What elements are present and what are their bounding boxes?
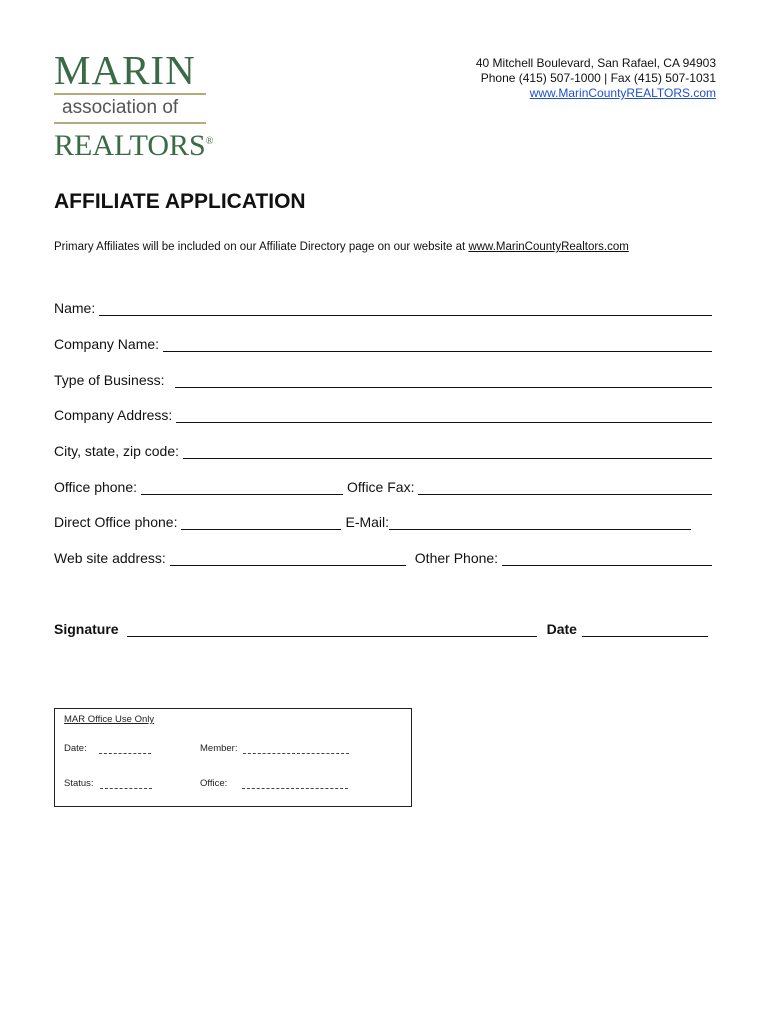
- city-state-zip-label: City, state, zip code:: [54, 443, 180, 459]
- office-fax-field[interactable]: [418, 480, 712, 495]
- email-field[interactable]: [389, 515, 691, 530]
- office-member: [200, 743, 349, 754]
- name-field[interactable]: [99, 301, 712, 316]
- office-fax-label: Office Fax:: [347, 479, 415, 495]
- company-address-field[interactable]: [176, 408, 712, 423]
- intro-link[interactable]: www.MarinCountyRealtors.com: [468, 241, 629, 253]
- page-title: AFFILIATE APPLICATION: [54, 190, 306, 213]
- marin-realtors-logo: [54, 47, 214, 162]
- type-of-business-row: [54, 368, 712, 388]
- office-office-label: Office:: [200, 778, 228, 789]
- office-office: [200, 778, 348, 789]
- email-label: E-Mail:: [345, 514, 390, 530]
- registered-mark: ®: [205, 136, 214, 147]
- website-field[interactable]: [170, 551, 406, 566]
- office-office-field[interactable]: [242, 780, 348, 789]
- logo-realtors: [54, 126, 214, 162]
- other-phone-label: Other Phone:: [414, 550, 499, 566]
- logo-realtors-text: REALTORS: [54, 129, 206, 162]
- signature-row: [54, 617, 708, 637]
- office-date-label: Date:: [64, 743, 87, 754]
- office-phone-row: [54, 475, 712, 495]
- company-address-label: Company Address:: [54, 407, 173, 423]
- website-label: Web site address:: [54, 550, 166, 566]
- office-date: [64, 743, 151, 754]
- office-use-heading: MAR Office Use Only: [64, 714, 155, 725]
- other-phone-field[interactable]: [502, 551, 712, 566]
- company-address-row: [54, 403, 712, 423]
- logo-rule: [54, 122, 206, 124]
- city-state-zip-row: [54, 439, 712, 459]
- intro-sentence: Primary Affiliates will be included on our Affiliate Directory page on our website at: [54, 241, 469, 253]
- office-status-label: Status:: [64, 778, 94, 789]
- address-line: 40 Mitchell Boulevard, San Rafael, CA 94903: [475, 56, 716, 70]
- direct-office-phone-field[interactable]: [181, 515, 341, 530]
- website-link[interactable]: www.MarinCountyREALTORS.com: [529, 86, 716, 100]
- company-name-label: Company Name:: [54, 336, 160, 352]
- date-label: Date: [546, 621, 577, 637]
- signature-field[interactable]: [127, 622, 537, 637]
- direct-office-phone-label: Direct Office phone:: [54, 514, 178, 530]
- office-member-field[interactable]: [243, 745, 349, 754]
- office-use-box: [54, 708, 412, 807]
- logo-rule: [54, 93, 206, 95]
- company-name-row: [54, 332, 712, 352]
- intro-text: [54, 241, 629, 253]
- signature-label: Signature: [54, 621, 119, 637]
- logo-association: association of: [62, 97, 179, 118]
- office-date-field[interactable]: [99, 745, 151, 754]
- office-member-label: Member:: [200, 743, 238, 754]
- phone-fax-line: Phone (415) 507-1000 | Fax (415) 507-1031: [480, 71, 716, 85]
- website-row: [54, 546, 712, 566]
- office-status: [64, 778, 152, 789]
- contact-info: [476, 56, 716, 101]
- office-phone-field[interactable]: [141, 480, 343, 495]
- office-status-field[interactable]: [100, 780, 152, 789]
- office-phone-label: Office phone:: [54, 479, 138, 495]
- name-row: [54, 296, 712, 316]
- name-label: Name:: [54, 300, 96, 316]
- date-field[interactable]: [582, 622, 708, 637]
- logo-marin: MARIN: [54, 47, 196, 93]
- company-name-field[interactable]: [163, 337, 712, 352]
- direct-phone-row: [54, 510, 712, 530]
- type-of-business-label: Type of Business:: [54, 372, 165, 388]
- city-state-zip-field[interactable]: [183, 444, 712, 459]
- type-of-business-field[interactable]: [175, 373, 712, 388]
